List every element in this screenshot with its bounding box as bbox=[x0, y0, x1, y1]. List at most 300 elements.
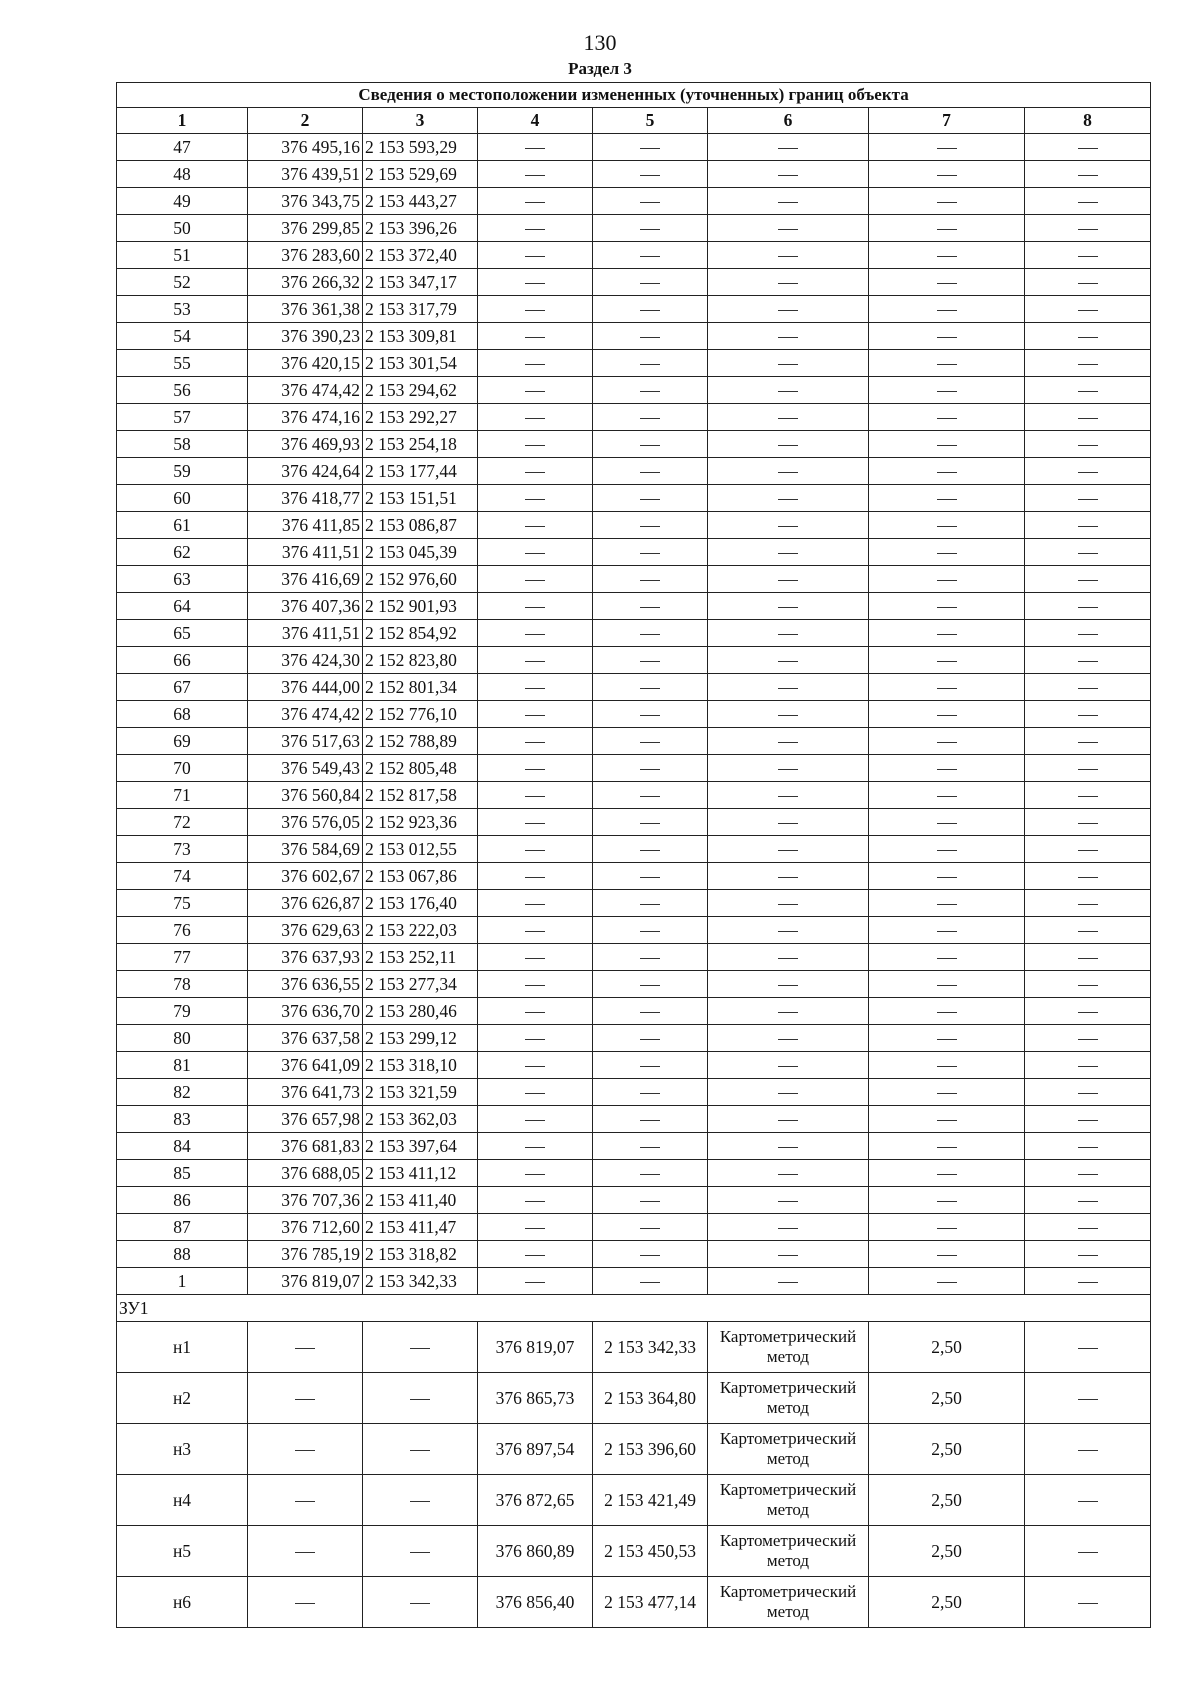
empty-cell bbox=[593, 404, 708, 431]
dash-mark bbox=[1078, 607, 1098, 608]
table-row bbox=[117, 944, 1151, 971]
table-row bbox=[117, 1526, 1151, 1577]
dash-mark bbox=[778, 1174, 798, 1175]
dash-mark bbox=[410, 1603, 430, 1604]
dash-mark bbox=[640, 580, 660, 581]
existing-x: 376 418,77 bbox=[248, 485, 363, 512]
empty-cell bbox=[869, 593, 1025, 620]
dash-mark bbox=[1078, 1093, 1098, 1094]
existing-y: 2 153 292,27 bbox=[363, 404, 478, 431]
empty-cell bbox=[1025, 1241, 1151, 1268]
existing-x: 376 299,85 bbox=[248, 215, 363, 242]
dash-mark bbox=[778, 283, 798, 284]
table-row bbox=[117, 836, 1151, 863]
table-row bbox=[117, 377, 1151, 404]
dash-mark bbox=[937, 688, 957, 689]
point-number: 80 bbox=[117, 1025, 248, 1052]
empty-cell bbox=[593, 296, 708, 323]
dash-mark bbox=[525, 607, 545, 608]
empty-cell bbox=[708, 1268, 869, 1295]
dash-mark bbox=[1078, 337, 1098, 338]
dash-mark bbox=[1078, 1255, 1098, 1256]
dash-mark bbox=[1078, 445, 1098, 446]
existing-x: 376 626,87 bbox=[248, 890, 363, 917]
dash-mark bbox=[778, 391, 798, 392]
dash-mark bbox=[1078, 472, 1098, 473]
empty-cell bbox=[593, 269, 708, 296]
new-x: 376 872,65 bbox=[478, 1475, 593, 1526]
empty-cell bbox=[593, 539, 708, 566]
point-number: 53 bbox=[117, 296, 248, 323]
empty-cell bbox=[869, 377, 1025, 404]
existing-x: 376 681,83 bbox=[248, 1133, 363, 1160]
existing-y: 2 153 222,03 bbox=[363, 917, 478, 944]
dash-mark bbox=[410, 1399, 430, 1400]
page-number: 130 bbox=[583, 30, 617, 55]
dash-mark bbox=[525, 1174, 545, 1175]
new-x: 376 865,73 bbox=[478, 1373, 593, 1424]
empty-cell bbox=[248, 1322, 363, 1373]
empty-cell bbox=[1025, 134, 1151, 161]
dash-mark bbox=[778, 1201, 798, 1202]
accuracy-cell: 2,50 bbox=[869, 1373, 1025, 1424]
dash-mark bbox=[937, 1093, 957, 1094]
dash-mark bbox=[640, 742, 660, 743]
existing-x: 376 785,19 bbox=[248, 1241, 363, 1268]
empty-cell bbox=[1025, 350, 1151, 377]
empty-cell bbox=[593, 728, 708, 755]
dash-mark bbox=[1078, 1120, 1098, 1121]
empty-cell bbox=[593, 998, 708, 1025]
empty-cell bbox=[869, 323, 1025, 350]
dash-mark bbox=[778, 1012, 798, 1013]
dash-mark bbox=[640, 1093, 660, 1094]
empty-cell bbox=[593, 188, 708, 215]
empty-cell bbox=[1025, 377, 1151, 404]
existing-y: 2 153 593,29 bbox=[363, 134, 478, 161]
dash-mark bbox=[778, 418, 798, 419]
empty-cell bbox=[593, 1052, 708, 1079]
empty-cell bbox=[1025, 404, 1151, 431]
empty-cell bbox=[708, 458, 869, 485]
dash-mark bbox=[937, 499, 957, 500]
table-row bbox=[117, 269, 1151, 296]
dash-mark bbox=[525, 1201, 545, 1202]
empty-cell bbox=[478, 1214, 593, 1241]
table-row bbox=[117, 1052, 1151, 1079]
dash-mark bbox=[640, 1039, 660, 1040]
empty-cell bbox=[248, 1475, 363, 1526]
dash-mark bbox=[1078, 661, 1098, 662]
empty-cell bbox=[1025, 539, 1151, 566]
empty-cell bbox=[593, 863, 708, 890]
point-number: 65 bbox=[117, 620, 248, 647]
empty-cell bbox=[593, 566, 708, 593]
existing-x: 376 420,15 bbox=[248, 350, 363, 377]
dash-mark bbox=[937, 877, 957, 878]
new-x: 376 819,07 bbox=[478, 1322, 593, 1373]
dash-mark bbox=[410, 1450, 430, 1451]
dash-mark bbox=[525, 1093, 545, 1094]
empty-cell bbox=[478, 701, 593, 728]
dash-mark bbox=[937, 283, 957, 284]
table-row bbox=[117, 1133, 1151, 1160]
empty-cell bbox=[593, 512, 708, 539]
new-y: 2 153 477,14 bbox=[593, 1577, 708, 1628]
dash-mark bbox=[640, 1012, 660, 1013]
dash-mark bbox=[937, 148, 957, 149]
table-row bbox=[117, 215, 1151, 242]
table-row bbox=[117, 1424, 1151, 1475]
empty-cell bbox=[593, 755, 708, 782]
existing-y: 2 153 362,03 bbox=[363, 1106, 478, 1133]
dash-mark bbox=[778, 877, 798, 878]
group-label: ЗУ1 bbox=[117, 1295, 1151, 1322]
dash-mark bbox=[525, 1039, 545, 1040]
existing-x: 376 560,84 bbox=[248, 782, 363, 809]
empty-cell bbox=[593, 944, 708, 971]
empty-cell bbox=[708, 377, 869, 404]
existing-x: 376 469,93 bbox=[248, 431, 363, 458]
empty-cell bbox=[708, 593, 869, 620]
point-number: 83 bbox=[117, 1106, 248, 1133]
empty-cell bbox=[1025, 1079, 1151, 1106]
empty-cell bbox=[1025, 917, 1151, 944]
table-caption: Сведения о местоположении измененных (уточненных) границ объекта bbox=[117, 83, 1151, 108]
empty-cell bbox=[1025, 701, 1151, 728]
dash-mark bbox=[1078, 904, 1098, 905]
new-y: 2 153 396,60 bbox=[593, 1424, 708, 1475]
dash-mark bbox=[1078, 634, 1098, 635]
existing-y: 2 152 788,89 bbox=[363, 728, 478, 755]
empty-cell bbox=[1025, 269, 1151, 296]
column-header: 2 bbox=[248, 108, 363, 134]
empty-cell bbox=[248, 1373, 363, 1424]
empty-cell bbox=[1025, 485, 1151, 512]
dash-mark bbox=[525, 472, 545, 473]
empty-cell bbox=[869, 1160, 1025, 1187]
dash-mark bbox=[1078, 1282, 1098, 1283]
dash-mark bbox=[937, 337, 957, 338]
empty-cell bbox=[708, 161, 869, 188]
dash-mark bbox=[937, 1282, 957, 1283]
dash-mark bbox=[1078, 1228, 1098, 1229]
empty-cell bbox=[478, 971, 593, 998]
dash-mark bbox=[778, 337, 798, 338]
dash-mark bbox=[778, 202, 798, 203]
existing-x: 376 411,85 bbox=[248, 512, 363, 539]
dash-mark bbox=[640, 310, 660, 311]
empty-cell bbox=[593, 836, 708, 863]
empty-cell bbox=[478, 1133, 593, 1160]
dash-mark bbox=[778, 256, 798, 257]
dash-mark bbox=[525, 958, 545, 959]
empty-cell bbox=[593, 647, 708, 674]
column-header: 3 bbox=[363, 108, 478, 134]
point-number: 1 bbox=[117, 1268, 248, 1295]
dash-mark bbox=[640, 607, 660, 608]
table-row bbox=[117, 674, 1151, 701]
section-title: Раздел 3 bbox=[568, 59, 632, 78]
empty-cell bbox=[478, 1079, 593, 1106]
dash-mark bbox=[1078, 931, 1098, 932]
empty-cell bbox=[478, 458, 593, 485]
dash-mark bbox=[525, 688, 545, 689]
empty-cell bbox=[708, 404, 869, 431]
dash-mark bbox=[640, 553, 660, 554]
accuracy-cell: 2,50 bbox=[869, 1526, 1025, 1577]
dash-mark bbox=[1078, 958, 1098, 959]
dash-mark bbox=[640, 283, 660, 284]
empty-cell bbox=[1025, 1526, 1151, 1577]
existing-y: 2 153 299,12 bbox=[363, 1025, 478, 1052]
existing-x: 376 424,30 bbox=[248, 647, 363, 674]
table-row bbox=[117, 134, 1151, 161]
empty-cell bbox=[869, 188, 1025, 215]
dash-mark bbox=[778, 607, 798, 608]
existing-x: 376 444,00 bbox=[248, 674, 363, 701]
dash-mark bbox=[1078, 175, 1098, 176]
new-y: 2 153 421,49 bbox=[593, 1475, 708, 1526]
point-number: 70 bbox=[117, 755, 248, 782]
accuracy-cell: 2,50 bbox=[869, 1424, 1025, 1475]
column-header: 7 bbox=[869, 108, 1025, 134]
empty-cell bbox=[478, 404, 593, 431]
point-number: 86 bbox=[117, 1187, 248, 1214]
dash-mark bbox=[778, 1255, 798, 1256]
dash-mark bbox=[1078, 796, 1098, 797]
dash-mark bbox=[937, 472, 957, 473]
point-number: 77 bbox=[117, 944, 248, 971]
accuracy-cell: 2,50 bbox=[869, 1475, 1025, 1526]
dash-mark bbox=[937, 1066, 957, 1067]
dash-mark bbox=[1078, 1012, 1098, 1013]
empty-cell bbox=[478, 296, 593, 323]
new-y: 2 153 342,33 bbox=[593, 1322, 708, 1373]
existing-y: 2 153 318,10 bbox=[363, 1052, 478, 1079]
empty-cell bbox=[708, 215, 869, 242]
table-row bbox=[117, 296, 1151, 323]
dash-mark bbox=[525, 1282, 545, 1283]
empty-cell bbox=[478, 1160, 593, 1187]
dash-mark bbox=[525, 1255, 545, 1256]
empty-cell bbox=[869, 539, 1025, 566]
empty-cell bbox=[708, 890, 869, 917]
existing-y: 2 153 294,62 bbox=[363, 377, 478, 404]
dash-mark bbox=[1078, 823, 1098, 824]
empty-cell bbox=[1025, 1133, 1151, 1160]
method-cell: Картометрический метод bbox=[708, 1424, 869, 1475]
empty-cell bbox=[869, 269, 1025, 296]
empty-cell bbox=[708, 323, 869, 350]
empty-cell bbox=[708, 1133, 869, 1160]
existing-y: 2 153 529,69 bbox=[363, 161, 478, 188]
empty-cell bbox=[708, 1079, 869, 1106]
dash-mark bbox=[1078, 769, 1098, 770]
dash-mark bbox=[937, 904, 957, 905]
dash-mark bbox=[778, 634, 798, 635]
dash-mark bbox=[1078, 1174, 1098, 1175]
point-number: 55 bbox=[117, 350, 248, 377]
empty-cell bbox=[869, 674, 1025, 701]
table-row bbox=[117, 404, 1151, 431]
empty-cell bbox=[1025, 1025, 1151, 1052]
empty-cell bbox=[708, 701, 869, 728]
dash-mark bbox=[1078, 256, 1098, 257]
point-number: 62 bbox=[117, 539, 248, 566]
dash-mark bbox=[1078, 310, 1098, 311]
empty-cell bbox=[1025, 620, 1151, 647]
dash-mark bbox=[937, 175, 957, 176]
empty-cell bbox=[1025, 836, 1151, 863]
existing-y: 2 153 151,51 bbox=[363, 485, 478, 512]
empty-cell bbox=[478, 323, 593, 350]
dash-mark bbox=[525, 337, 545, 338]
existing-x: 376 602,67 bbox=[248, 863, 363, 890]
dash-mark bbox=[778, 958, 798, 959]
dash-mark bbox=[640, 256, 660, 257]
empty-cell bbox=[708, 728, 869, 755]
dash-mark bbox=[937, 634, 957, 635]
dash-mark bbox=[640, 229, 660, 230]
existing-x: 376 707,36 bbox=[248, 1187, 363, 1214]
table-row bbox=[117, 728, 1151, 755]
dash-mark bbox=[937, 958, 957, 959]
dash-mark bbox=[525, 364, 545, 365]
empty-cell bbox=[363, 1475, 478, 1526]
dash-mark bbox=[640, 823, 660, 824]
empty-cell bbox=[1025, 323, 1151, 350]
empty-cell bbox=[1025, 296, 1151, 323]
point-number: 84 bbox=[117, 1133, 248, 1160]
dash-mark bbox=[525, 796, 545, 797]
empty-cell bbox=[869, 782, 1025, 809]
empty-cell bbox=[478, 161, 593, 188]
table-row bbox=[117, 323, 1151, 350]
dash-mark bbox=[1078, 877, 1098, 878]
point-number: 52 bbox=[117, 269, 248, 296]
table-row bbox=[117, 593, 1151, 620]
dash-mark bbox=[937, 229, 957, 230]
empty-cell bbox=[478, 1052, 593, 1079]
dash-mark bbox=[937, 256, 957, 257]
empty-cell bbox=[593, 215, 708, 242]
empty-cell bbox=[1025, 458, 1151, 485]
dash-mark bbox=[640, 418, 660, 419]
empty-cell bbox=[478, 134, 593, 161]
empty-cell bbox=[363, 1373, 478, 1424]
dash-mark bbox=[937, 1228, 957, 1229]
empty-cell bbox=[478, 1268, 593, 1295]
existing-y: 2 153 321,59 bbox=[363, 1079, 478, 1106]
point-number: 79 bbox=[117, 998, 248, 1025]
dash-mark bbox=[640, 148, 660, 149]
dash-mark bbox=[410, 1552, 430, 1553]
dash-mark bbox=[525, 175, 545, 176]
empty-cell bbox=[708, 647, 869, 674]
empty-cell bbox=[869, 836, 1025, 863]
empty-cell bbox=[593, 431, 708, 458]
empty-cell bbox=[593, 377, 708, 404]
dash-mark bbox=[1078, 553, 1098, 554]
existing-x: 376 637,93 bbox=[248, 944, 363, 971]
existing-y: 2 153 277,34 bbox=[363, 971, 478, 998]
empty-cell bbox=[1025, 1052, 1151, 1079]
dash-mark bbox=[525, 553, 545, 554]
empty-cell bbox=[708, 971, 869, 998]
dash-mark bbox=[778, 1120, 798, 1121]
dash-mark bbox=[937, 202, 957, 203]
empty-cell bbox=[708, 809, 869, 836]
dash-mark bbox=[937, 850, 957, 851]
existing-y: 2 153 280,46 bbox=[363, 998, 478, 1025]
empty-cell bbox=[593, 971, 708, 998]
empty-cell bbox=[478, 350, 593, 377]
existing-x: 376 416,69 bbox=[248, 566, 363, 593]
empty-cell bbox=[478, 1241, 593, 1268]
existing-x: 376 584,69 bbox=[248, 836, 363, 863]
empty-cell bbox=[593, 917, 708, 944]
existing-y: 2 153 411,40 bbox=[363, 1187, 478, 1214]
accuracy-cell: 2,50 bbox=[869, 1577, 1025, 1628]
dash-mark bbox=[1078, 1039, 1098, 1040]
dash-mark bbox=[525, 526, 545, 527]
table-row bbox=[117, 1322, 1151, 1373]
empty-cell bbox=[1025, 1577, 1151, 1628]
existing-x: 376 474,16 bbox=[248, 404, 363, 431]
table-row bbox=[117, 566, 1151, 593]
column-header: 8 bbox=[1025, 108, 1151, 134]
empty-cell bbox=[708, 620, 869, 647]
empty-cell bbox=[1025, 1160, 1151, 1187]
dash-mark bbox=[640, 877, 660, 878]
dash-mark bbox=[937, 1012, 957, 1013]
empty-cell bbox=[708, 782, 869, 809]
dash-mark bbox=[640, 715, 660, 716]
dash-mark bbox=[1078, 202, 1098, 203]
empty-cell bbox=[593, 701, 708, 728]
point-number: 73 bbox=[117, 836, 248, 863]
existing-y: 2 152 976,60 bbox=[363, 566, 478, 593]
dash-mark bbox=[1078, 364, 1098, 365]
point-number: 51 bbox=[117, 242, 248, 269]
existing-y: 2 153 318,82 bbox=[363, 1241, 478, 1268]
table-row bbox=[117, 971, 1151, 998]
empty-cell bbox=[869, 944, 1025, 971]
point-number: н3 bbox=[117, 1424, 248, 1475]
point-number: 68 bbox=[117, 701, 248, 728]
existing-x: 376 424,64 bbox=[248, 458, 363, 485]
existing-x: 376 266,32 bbox=[248, 269, 363, 296]
empty-cell bbox=[593, 593, 708, 620]
empty-cell bbox=[708, 485, 869, 512]
table-row bbox=[117, 863, 1151, 890]
table-row bbox=[117, 701, 1151, 728]
empty-cell bbox=[869, 1133, 1025, 1160]
empty-cell bbox=[869, 647, 1025, 674]
empty-cell bbox=[869, 350, 1025, 377]
existing-x: 376 629,63 bbox=[248, 917, 363, 944]
empty-cell bbox=[1025, 215, 1151, 242]
new-x: 376 860,89 bbox=[478, 1526, 593, 1577]
empty-cell bbox=[363, 1526, 478, 1577]
point-number: 71 bbox=[117, 782, 248, 809]
empty-cell bbox=[869, 566, 1025, 593]
dash-mark bbox=[778, 661, 798, 662]
dash-mark bbox=[778, 1147, 798, 1148]
empty-cell bbox=[708, 1214, 869, 1241]
dash-mark bbox=[1078, 715, 1098, 716]
